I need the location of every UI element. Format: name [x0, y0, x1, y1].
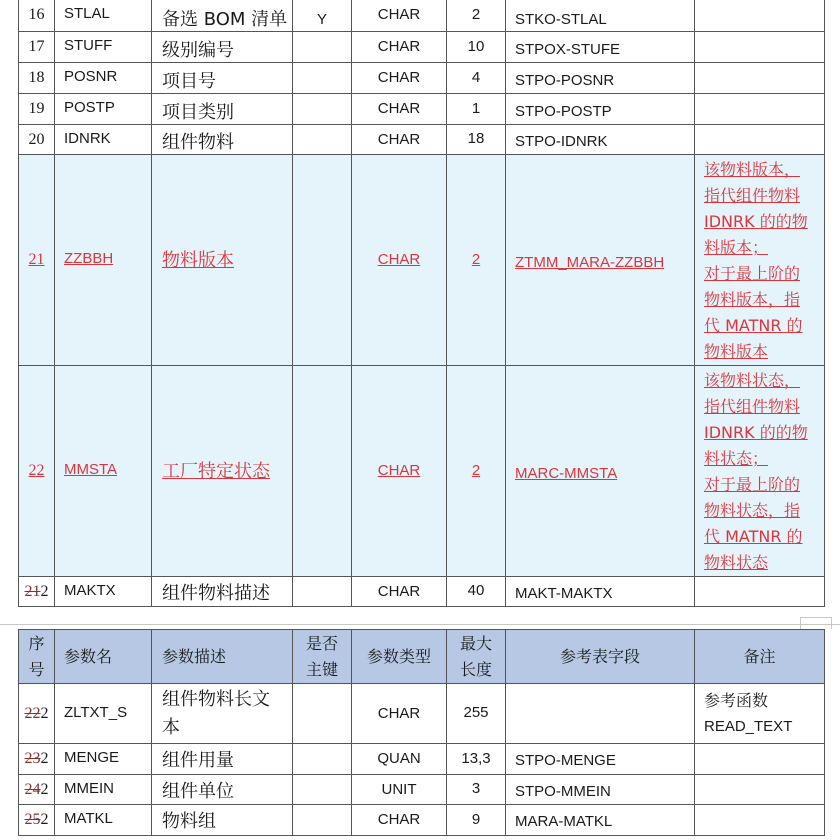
max-length: 40	[467, 582, 485, 599]
param-desc: 组件单位	[162, 780, 234, 802]
note-line: 物料状态	[704, 553, 769, 572]
row-number: 22	[28, 462, 45, 479]
header-desc: 参数描述	[162, 646, 227, 666]
table-row	[19, 32, 825, 63]
note-cell	[695, 155, 824, 365]
old-row-number: 21	[24, 582, 41, 600]
ref-field: STPO-MENGE	[515, 752, 616, 769]
new-row-number: 2	[40, 582, 49, 600]
ref-field: STPO-POSNR	[515, 71, 615, 89]
ref-field: STPO-POSTP	[515, 102, 612, 120]
row-number: 21	[28, 251, 45, 268]
table-header	[19, 630, 825, 684]
table-row	[19, 805, 825, 836]
old-row-number: 23	[24, 750, 41, 767]
note-line: 对于最上阶的	[704, 264, 801, 283]
table-row-inserted	[19, 155, 825, 366]
param-type: CHAR	[377, 100, 421, 117]
row-number-revised	[19, 750, 54, 768]
param-desc: 工厂特定状态	[162, 461, 270, 482]
note-line: IDNRK 的的物	[704, 423, 808, 442]
max-length: 13,3	[461, 749, 491, 767]
table-row	[19, 577, 825, 607]
note-line: 物料状态，指	[704, 501, 801, 520]
param-type: CHAR	[377, 38, 421, 55]
ref-field: MAKT-MAKTX	[515, 584, 613, 602]
field-table-continued	[18, 0, 825, 607]
row-number: 17	[28, 38, 45, 55]
max-length: 18	[467, 130, 485, 147]
param-name: IDNRK	[64, 129, 111, 147]
note-line: 指代组件物料	[704, 397, 801, 416]
note-line: 料版本；	[704, 238, 769, 257]
note-line: IDNRK 的的物	[704, 212, 808, 231]
param-name: MMEIN	[64, 779, 114, 797]
param-type: CHAR	[377, 582, 421, 600]
header-key: 是否 主键	[305, 633, 338, 679]
param-desc: 备选 BOM 清单	[162, 9, 288, 30]
param-type: QUAN	[377, 750, 421, 767]
ref-field: MARC-MMSTA	[515, 464, 618, 482]
table-row	[19, 0, 825, 32]
param-desc: 物料版本	[162, 250, 234, 271]
note-line: 料状态；	[704, 449, 769, 468]
param-type: CHAR	[377, 704, 421, 722]
page-corner-mark	[800, 617, 832, 629]
max-length: 3	[471, 780, 481, 797]
old-row-number: 25	[24, 811, 41, 828]
row-number-revised	[19, 705, 54, 723]
max-length: 10	[467, 37, 485, 55]
param-name: MATKL	[64, 810, 113, 827]
header-no: 序 号	[28, 633, 45, 679]
param-desc: 级别编号	[162, 39, 234, 61]
row-number-revised	[19, 811, 54, 829]
max-length: 9	[471, 810, 481, 828]
note-line: 物料版本，指	[704, 290, 801, 309]
param-type: CHAR	[377, 6, 421, 23]
table-row	[19, 744, 825, 775]
page-break-line	[0, 624, 840, 625]
param-desc: 物料组	[162, 811, 216, 832]
param-name: MMSTA	[64, 461, 118, 478]
note-cell: 参考函数 READ_TEXT	[704, 690, 793, 735]
max-length: 2	[471, 5, 481, 23]
ref-field: STKO-STLAL	[515, 10, 607, 28]
ref-field: ZTMM_MARA-ZZBBH	[515, 253, 665, 271]
table-row	[19, 125, 825, 155]
table-row	[19, 775, 825, 805]
header-name: 参数名	[64, 646, 113, 666]
max-length: 4	[471, 68, 481, 86]
note-line: 对于最上阶的	[704, 475, 801, 494]
param-type: CHAR	[377, 130, 421, 148]
param-desc: 组件物料	[162, 131, 234, 153]
param-type: CHAR	[377, 462, 421, 479]
param-name: ZLTXT_S	[64, 703, 128, 721]
table-row	[19, 63, 825, 94]
note-line: 指代组件物料	[704, 186, 801, 205]
note-line: 物料版本	[704, 342, 769, 361]
row-number: 18	[28, 69, 45, 86]
param-name: POSTP	[64, 99, 115, 116]
max-length: 2	[471, 250, 481, 268]
table-row	[19, 94, 825, 125]
max-length: 1	[471, 99, 481, 117]
ref-field	[506, 712, 694, 716]
row-number: 19	[28, 100, 45, 117]
old-row-number: 22	[24, 704, 41, 722]
row-number-revised	[19, 583, 54, 601]
param-name: POSNR	[64, 68, 118, 85]
new-row-number: 2	[40, 811, 49, 828]
param-type: UNIT	[381, 780, 417, 798]
ref-field: MARA-MATKL	[515, 813, 613, 830]
param-name: STLAL	[64, 5, 110, 22]
new-row-number: 2	[40, 780, 49, 798]
param-desc: 项目类别	[162, 101, 234, 123]
note-line: 该物料版本，	[704, 160, 801, 179]
param-desc: 组件物料长文 本	[162, 688, 270, 738]
param-type: CHAR	[377, 251, 421, 268]
primary-key-flag: Y	[316, 10, 327, 28]
max-length: 2	[471, 461, 481, 479]
note-line: 代 MATNR 的	[704, 316, 803, 335]
header-note: 备注	[743, 646, 776, 666]
param-desc: 组件物料描述	[162, 583, 270, 604]
header-len: 最大 长度	[459, 633, 492, 679]
note-line: 代 MATNR 的	[704, 527, 803, 546]
new-row-number: 2	[40, 750, 49, 767]
param-type: CHAR	[377, 69, 421, 86]
row-number-revised	[19, 781, 54, 799]
ref-field: STPOX-STUFE	[515, 40, 621, 58]
param-name: ZZBBH	[64, 250, 114, 267]
table-row-inserted	[19, 366, 825, 577]
param-name: MENGE	[64, 749, 120, 766]
note-cell	[695, 366, 824, 576]
max-length: 255	[463, 704, 489, 721]
header-type: 参数类型	[366, 646, 431, 666]
param-type: CHAR	[377, 811, 421, 828]
row-number: 20	[28, 130, 45, 148]
header-ref: 参考表字段	[559, 646, 640, 666]
row-number: 16	[28, 6, 45, 23]
param-desc: 组件用量	[162, 750, 234, 771]
table-row	[19, 684, 825, 744]
param-name: STUFF	[64, 37, 113, 54]
param-desc: 项目号	[162, 70, 216, 92]
ref-field: STPO-MMEIN	[515, 782, 611, 800]
new-row-number: 2	[40, 704, 49, 722]
note-line: 该物料状态，	[704, 371, 801, 390]
field-table-next-page	[18, 629, 825, 836]
old-row-number: 24	[24, 780, 41, 798]
ref-field: STPO-IDNRK	[515, 133, 608, 150]
param-name: MAKTX	[64, 581, 116, 599]
